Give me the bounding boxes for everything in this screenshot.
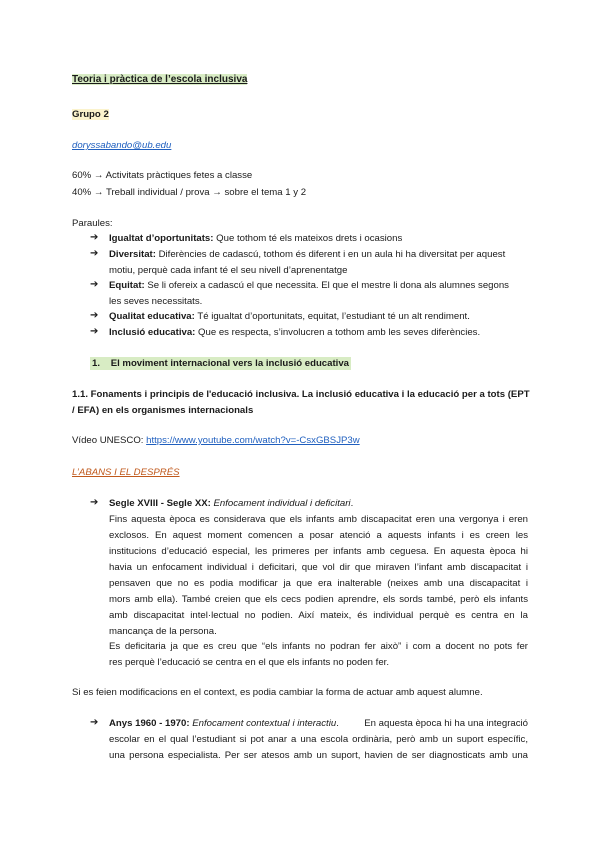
context-paragraph: Si es feien modificacions en el context, es podia cambiar la forma de actuar amb aquest alumne. (72, 687, 483, 698)
email-link[interactable]: doryssabando@ub.edu (72, 140, 172, 151)
subsection-heading-line-2: / EFA) en els organismes internacionals (72, 405, 254, 416)
arrow-bullet-icon: ➔ (90, 279, 99, 290)
era-paragraph-line: En aquesta època hi ha una integració (364, 718, 528, 729)
era-subtitle: Enfocament individual i deficitari (213, 498, 351, 509)
term-label: Inclusió educativa: (109, 327, 196, 338)
term-definition: Té igualtat d’oportunitats, equitat, l’estudiant té un alt rendiment. (197, 311, 470, 322)
video-link[interactable]: https://www.youtube.com/watch?v=-CsxGBSJP3w (146, 435, 360, 446)
section-heading (90, 357, 351, 370)
arrow-bullet-icon: ➔ (90, 497, 99, 508)
section-title: El moviment internacional vers la inclusió educativa (110, 358, 350, 369)
arrow-bullet-icon: ➔ (90, 717, 99, 728)
era-paragraph-line: pensaven que no es podia modificar ja que era inalterable (neixes amb una discapacitat i (109, 578, 528, 589)
era-paragraph-line: escolar en el qual l’estudiant si pot anar a una escola ordinària, però amb un suport específic, (109, 734, 528, 745)
era-subtitle-dot: . (350, 498, 354, 509)
term-item (109, 233, 402, 244)
term-definition-cont: motiu, perquè cada infant té el seu nivell d’aprenentatge (109, 265, 348, 276)
video-line (72, 435, 360, 446)
era-paragraph-line: Fins aquesta època es considerava que els infants amb discapacitat eren una vergonya i eren (109, 514, 528, 525)
era-subtitle: Enfocament contextual i interactiu (192, 718, 337, 729)
document-title: Teoria i pràctica de l’escola inclusiva (72, 74, 248, 85)
era-paragraph-line: Es deficitaria ja que es creu que “els infants no podran fer això” i com a docent no pots fer (109, 641, 528, 652)
era-label: Anys 1960 - 1970: (109, 718, 190, 729)
term-item (109, 249, 505, 260)
grading-line-2: 40% → Treball individual / prova → sobre el tema 1 y 2 (72, 187, 307, 198)
subsection-heading-line-1: 1.1. Fonaments i principis de l'educació inclusiva. La inclusió educativa i la educació per a tots (EPT (72, 389, 530, 400)
era-paragraph-line: mancança de la persona. (109, 626, 217, 637)
era-paragraph-line: institucions d’educació especial, les primeres per infants amb ceguesa. En aquesta època hi (109, 546, 528, 557)
arrow-bullet-icon: ➔ (90, 310, 99, 321)
term-label: Igualtat d’oportunitats: (109, 233, 214, 244)
term-definition: Se li ofereix a cadascú el que necessita. El que el mestre li dona als alumnes segons (147, 280, 509, 291)
paraules-label: Paraules: (72, 218, 113, 229)
era-paragraph-line: amb discapacitat intel·lectual no podien. Així mateix, és individual perquè es centra en la (109, 610, 528, 621)
era-label: Segle XVIII - Segle XX: (109, 498, 211, 509)
era-paragraph-line: exclosos. En aquest moment comencen a posar atenció a aquests infants i es creen les (109, 530, 528, 541)
grading-line-1: 60% → Activitats pràctiques fetes a classe (72, 170, 253, 181)
arrow-bullet-icon: ➔ (90, 232, 99, 243)
term-definition: Que es respecta, s’involucren a tothom amb les seves diferències. (198, 327, 481, 338)
section-number: 1. (92, 358, 101, 369)
term-definition: Diferències de cadascú, tothom és diferent i en un aula hi ha diversitat per aquest (158, 249, 506, 260)
era-paragraph-line: havia un enfocament individual i deficitari, que vol dir que miraven l’infant amb discapacitat i (109, 562, 528, 573)
era-paragraph-line: res perquè l’educació se centra en el que els infants no poden fer. (109, 657, 390, 668)
arrow-bullet-icon: ➔ (90, 248, 99, 259)
term-label: Equitat: (109, 280, 145, 291)
term-definition-cont: les seves necessitats. (109, 296, 203, 307)
video-label: Vídeo UNESCO: (72, 435, 144, 446)
term-item (109, 280, 509, 291)
term-item (109, 327, 480, 338)
arrow-bullet-icon: ➔ (90, 326, 99, 337)
group-label: Grupo 2 (72, 109, 109, 120)
term-label: Diversitat: (109, 249, 156, 260)
term-definition: Que tothom té els mateixos drets i ocasions (216, 233, 403, 244)
era-paragraph-line: mors amb ella). També creien que els cecs podien aprendre, els sords també, però els infants (109, 594, 528, 605)
term-label: Qualitat educativa: (109, 311, 195, 322)
era-heading: Anys 1960 - 1970: Enfocament contextual i interactiu. En aquesta època hi ha una integració (109, 718, 528, 729)
term-item (109, 311, 470, 322)
abans-heading: L’ABANS I EL DESPRÉS (72, 467, 180, 478)
era-paragraph-line: una persona especialista. Per ser atesos amb un suport, havien de ser diagnosticats amb una (109, 750, 528, 761)
era-heading (109, 498, 353, 509)
